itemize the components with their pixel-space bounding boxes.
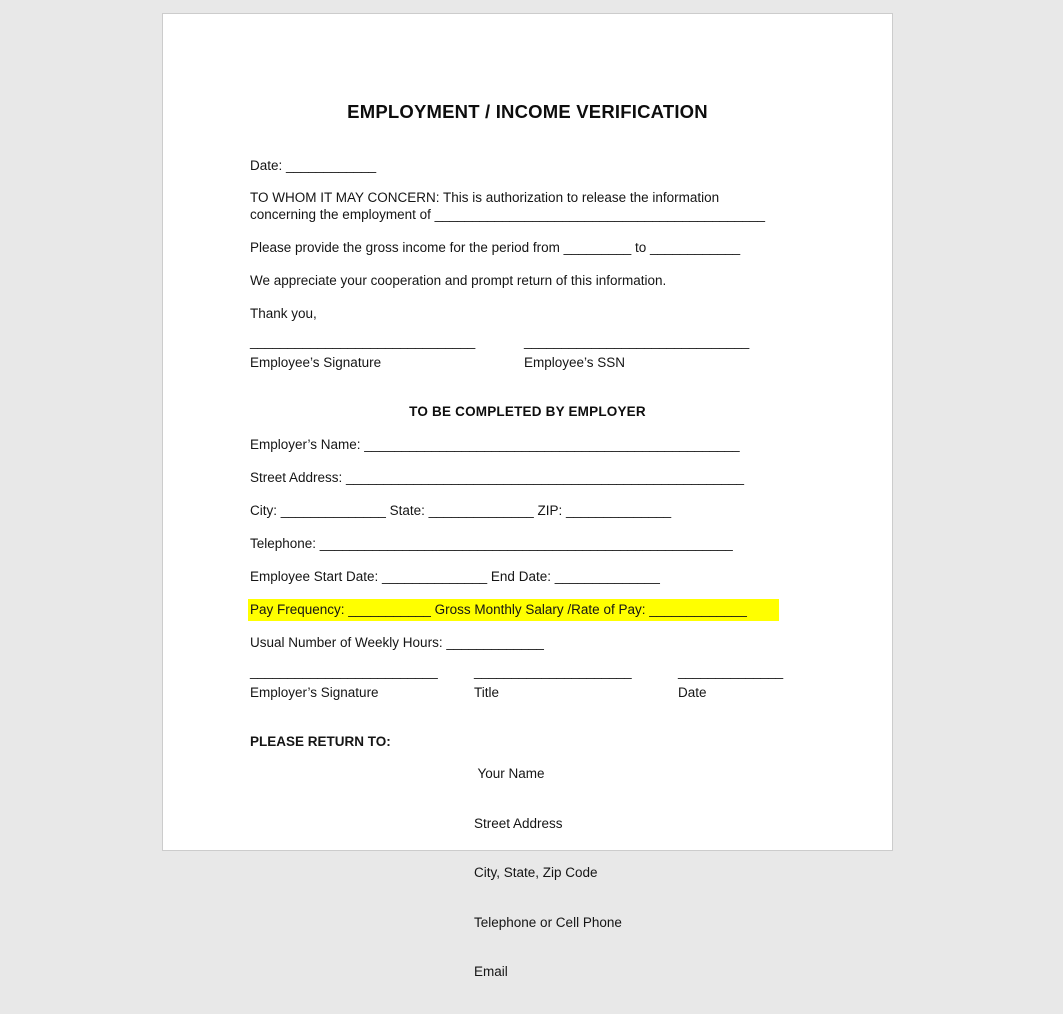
document-title: EMPLOYMENT / INCOME VERIFICATION bbox=[347, 101, 708, 122]
city-state-zip-line: City: ______________ State: ______________ ZIP: ______________ bbox=[250, 503, 672, 518]
return-email: Email bbox=[474, 964, 508, 979]
salutation-line-2: concerning the employment of ____________________________________________ bbox=[250, 207, 765, 222]
please-return-to-label: PLEASE RETURN TO: bbox=[250, 734, 391, 749]
return-city-state-zip: City, State, Zip Code bbox=[474, 865, 598, 880]
telephone-line: Telephone: _______________________________________________________ bbox=[250, 536, 733, 551]
employee-signature-blank: ______________________________ bbox=[250, 334, 476, 349]
pay-frequency-highlight: Pay Frequency: ___________ Gross Monthly Salary /Rate of Pay: _____________ bbox=[248, 599, 779, 621]
return-phone: Telephone or Cell Phone bbox=[474, 914, 622, 930]
return-name: Your Name bbox=[474, 766, 545, 781]
income-period-line: Please provide the gross income for the period from _________ to ____________ bbox=[250, 240, 741, 255]
salutation-line-1: TO WHOM IT MAY CONCERN: This is authorization to release the information bbox=[250, 190, 720, 205]
employer-name-line: Employer’s Name: __________________________________________________ bbox=[250, 437, 740, 452]
employer-title-label: Title bbox=[474, 685, 500, 700]
street-address-line: Street Address: _____________________________________________________ bbox=[250, 470, 744, 485]
employer-date-blank: ______________ bbox=[678, 664, 784, 679]
employee-signature-label: Employee’s Signature bbox=[250, 355, 382, 370]
pay-frequency-line bbox=[250, 599, 779, 621]
date-line: Date: ____________ bbox=[250, 158, 377, 173]
employer-section-heading: TO BE COMPLETED BY EMPLOYER bbox=[409, 404, 646, 419]
employer-title-blank: _____________________ bbox=[474, 664, 632, 679]
weekly-hours-line: Usual Number of Weekly Hours: _____________ bbox=[250, 635, 544, 650]
employer-signature-label: Employer’s Signature bbox=[250, 685, 379, 700]
employer-date-label: Date bbox=[678, 685, 707, 700]
document-page bbox=[162, 13, 893, 979]
return-address-block bbox=[474, 733, 622, 1014]
employer-signature-blank: _________________________ bbox=[250, 664, 438, 679]
thank-you-line: Thank you, bbox=[250, 306, 317, 321]
employment-dates-line: Employee Start Date: ______________ End Date: ______________ bbox=[250, 569, 660, 584]
return-street: Street Address bbox=[474, 815, 563, 831]
cooperation-line: We appreciate your cooperation and prompt return of this information. bbox=[250, 273, 667, 288]
employee-ssn-blank: ______________________________ bbox=[524, 334, 750, 349]
salutation-paragraph bbox=[250, 189, 765, 223]
employee-ssn-label: Employee’s SSN bbox=[524, 355, 626, 370]
